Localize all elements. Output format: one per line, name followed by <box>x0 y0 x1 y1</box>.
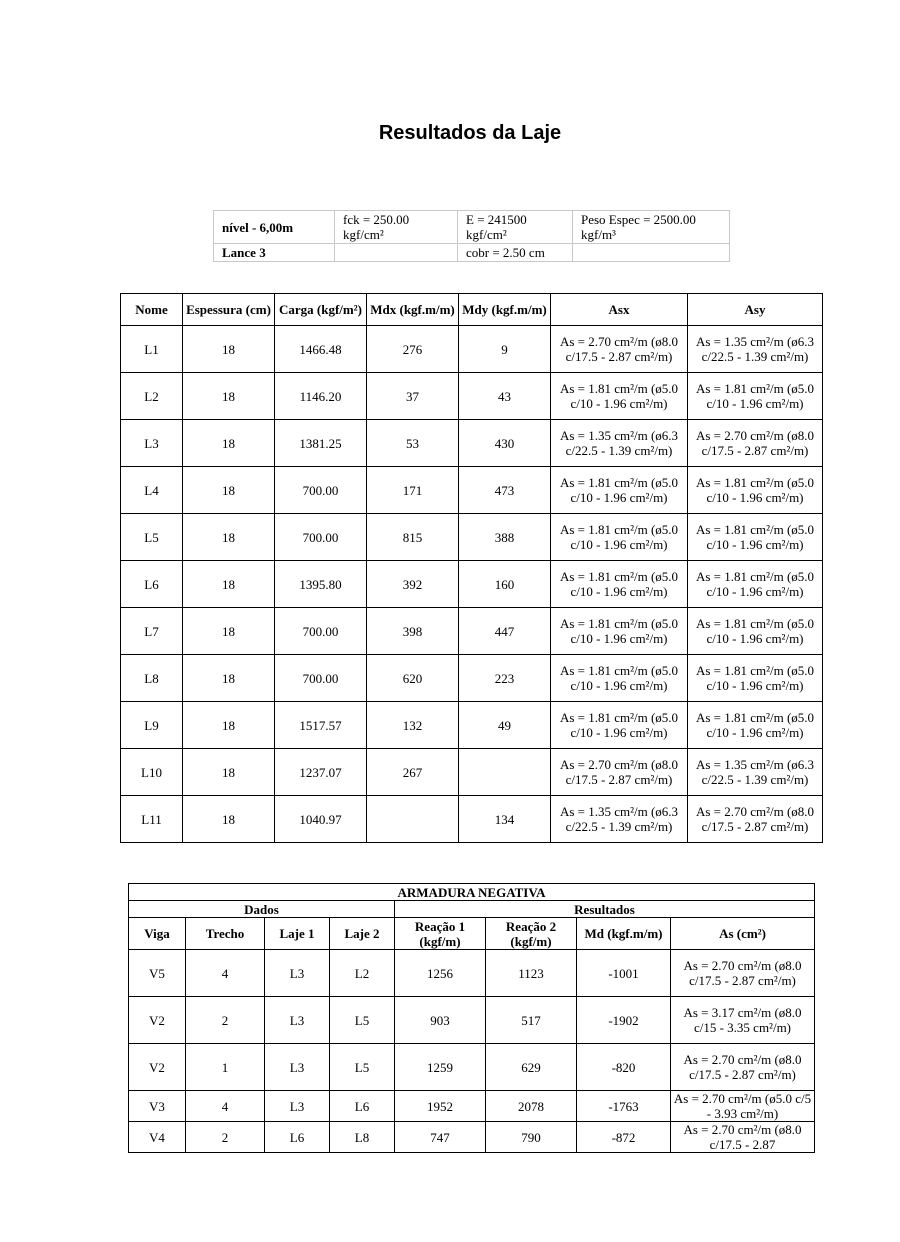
beam: V3 <box>129 1091 186 1122</box>
slab-load: 1040.97 <box>275 796 367 843</box>
reaction-2: 629 <box>486 1044 577 1091</box>
slab-2: L5 <box>330 997 395 1044</box>
col-header-asx: Asx <box>551 294 688 326</box>
slab-mdx: 392 <box>367 561 459 608</box>
beam: V4 <box>129 1122 186 1153</box>
slab-mdy <box>459 749 551 796</box>
slab-results-table <box>120 293 823 843</box>
col-header-nome: Nome <box>121 294 183 326</box>
page-title: Resultados da Laje <box>378 122 562 144</box>
slab-mdx: 53 <box>367 420 459 467</box>
slab-thickness: 18 <box>183 373 275 420</box>
col-header-laje2: Laje 2 <box>330 918 395 950</box>
slab-asx: As = 1.81 cm²/m (ø5.0 c/10 - 1.96 cm²/m) <box>551 514 688 561</box>
fck-value: fck = 250.00 kgf/cm² <box>335 211 458 244</box>
col-header-espessura: Espessura (cm) <box>183 294 275 326</box>
slab-asy: As = 2.70 cm²/m (ø8.0 c/17.5 - 2.87 cm²/m) <box>688 796 823 843</box>
slab-asx: As = 1.35 cm²/m (ø6.3 c/22.5 - 1.39 cm²/m) <box>551 796 688 843</box>
slab-asy: As = 1.81 cm²/m (ø5.0 c/10 - 1.96 cm²/m) <box>688 373 823 420</box>
slab-header-row <box>121 294 823 326</box>
col-header-laje1: Laje 1 <box>265 918 330 950</box>
slab-name: L4 <box>121 467 183 514</box>
slab-asy: As = 1.81 cm²/m (ø5.0 c/10 - 1.96 cm²/m) <box>688 702 823 749</box>
slab-load: 1517.57 <box>275 702 367 749</box>
col-header-mdy: Mdy (kgf.m/m) <box>459 294 551 326</box>
slab-mdy: 447 <box>459 608 551 655</box>
slab-asy: As = 1.81 cm²/m (ø5.0 c/10 - 1.96 cm²/m) <box>688 655 823 702</box>
slab-thickness: 18 <box>183 796 275 843</box>
slab-asy: As = 1.35 cm²/m (ø6.3 c/22.5 - 1.39 cm²/m) <box>688 326 823 373</box>
slab-name: L2 <box>121 373 183 420</box>
parameters-table <box>213 210 730 262</box>
slab-mdy: 9 <box>459 326 551 373</box>
slab-2: L6 <box>330 1091 395 1122</box>
slab-mdx: 132 <box>367 702 459 749</box>
cover-value: cobr = 2.50 cm <box>458 244 573 262</box>
segment: 4 <box>186 950 265 997</box>
slab-name: L3 <box>121 420 183 467</box>
slab-asx: As = 1.35 cm²/m (ø6.3 c/22.5 - 1.39 cm²/m) <box>551 420 688 467</box>
segment: 2 <box>186 997 265 1044</box>
table-row <box>121 796 823 843</box>
slab-thickness: 18 <box>183 420 275 467</box>
slab-name: L6 <box>121 561 183 608</box>
negative-table-title: ARMADURA NEGATIVA <box>129 884 815 901</box>
slab-mdx: 171 <box>367 467 459 514</box>
steel-area: As = 2.70 cm²/m (ø8.0 c/17.5 - 2.87 <box>671 1122 815 1153</box>
slab-1: L3 <box>265 950 330 997</box>
slab-thickness: 18 <box>183 467 275 514</box>
beam: V5 <box>129 950 186 997</box>
reaction-1: 1259 <box>395 1044 486 1091</box>
slab-load: 1381.25 <box>275 420 367 467</box>
col-header-reacao1: Reação 1 (kgf/m) <box>395 918 486 950</box>
slab-name: L1 <box>121 326 183 373</box>
slab-asy: As = 1.81 cm²/m (ø5.0 c/10 - 1.96 cm²/m) <box>688 561 823 608</box>
slab-thickness: 18 <box>183 514 275 561</box>
slab-2: L8 <box>330 1122 395 1153</box>
slab-mdy: 223 <box>459 655 551 702</box>
slab-name: L7 <box>121 608 183 655</box>
empty-cell <box>573 244 730 262</box>
slab-mdy: 160 <box>459 561 551 608</box>
reaction-2: 2078 <box>486 1091 577 1122</box>
table-row <box>129 1044 815 1091</box>
beam: V2 <box>129 1044 186 1091</box>
col-header-md: Md (kgf.m/m) <box>577 918 671 950</box>
slab-mdx <box>367 796 459 843</box>
segment: 1 <box>186 1044 265 1091</box>
slab-thickness: 18 <box>183 608 275 655</box>
level-label: nível - 6,00m <box>214 211 335 244</box>
slab-asy: As = 1.81 cm²/m (ø5.0 c/10 - 1.96 cm²/m) <box>688 608 823 655</box>
slab-name: L8 <box>121 655 183 702</box>
group-header-dados: Dados <box>129 901 395 918</box>
steel-area: As = 2.70 cm²/m (ø5.0 c/5 - 3.93 cm²/m) <box>671 1091 815 1122</box>
slab-asx: As = 1.81 cm²/m (ø5.0 c/10 - 1.96 cm²/m) <box>551 608 688 655</box>
slab-mdy: 430 <box>459 420 551 467</box>
slab-name: L11 <box>121 796 183 843</box>
col-header-trecho: Trecho <box>186 918 265 950</box>
slab-thickness: 18 <box>183 749 275 796</box>
reaction-2: 517 <box>486 997 577 1044</box>
specific-weight-value: Peso Espec = 2500.00 kgf/m³ <box>573 211 730 244</box>
table-row <box>121 326 823 373</box>
table-row <box>121 702 823 749</box>
col-header-asy: Asy <box>688 294 823 326</box>
slab-asx: As = 2.70 cm²/m (ø8.0 c/17.5 - 2.87 cm²/m) <box>551 326 688 373</box>
slab-1: L3 <box>265 997 330 1044</box>
slab-mdx: 620 <box>367 655 459 702</box>
slab-mdy: 134 <box>459 796 551 843</box>
table-row <box>121 420 823 467</box>
slab-load: 1395.80 <box>275 561 367 608</box>
col-header-reacao2: Reação 2 (kgf/m) <box>486 918 577 950</box>
slab-name: L9 <box>121 702 183 749</box>
slab-asx: As = 1.81 cm²/m (ø5.0 c/10 - 1.96 cm²/m) <box>551 655 688 702</box>
reaction-2: 1123 <box>486 950 577 997</box>
slab-mdx: 37 <box>367 373 459 420</box>
steel-area: As = 3.17 cm²/m (ø8.0 c/15 - 3.35 cm²/m) <box>671 997 815 1044</box>
table-row <box>129 1091 815 1122</box>
segment: 2 <box>186 1122 265 1153</box>
slab-asy: As = 2.70 cm²/m (ø8.0 c/17.5 - 2.87 cm²/m) <box>688 420 823 467</box>
slab-load: 700.00 <box>275 514 367 561</box>
moment: -1763 <box>577 1091 671 1122</box>
slab-asx: As = 1.81 cm²/m (ø5.0 c/10 - 1.96 cm²/m) <box>551 467 688 514</box>
group-header-resultados: Resultados <box>395 901 815 918</box>
table-row <box>129 950 815 997</box>
reaction-2: 790 <box>486 1122 577 1153</box>
table-row <box>121 561 823 608</box>
moment: -1902 <box>577 997 671 1044</box>
slab-2: L5 <box>330 1044 395 1091</box>
reaction-1: 1256 <box>395 950 486 997</box>
slab-thickness: 18 <box>183 702 275 749</box>
moment: -820 <box>577 1044 671 1091</box>
col-header-carga: Carga (kgf/m²) <box>275 294 367 326</box>
col-header-viga: Viga <box>129 918 186 950</box>
slab-mdx: 815 <box>367 514 459 561</box>
slab-asx: As = 1.81 cm²/m (ø5.0 c/10 - 1.96 cm²/m) <box>551 702 688 749</box>
slab-asy: As = 1.35 cm²/m (ø6.3 c/22.5 - 1.39 cm²/m) <box>688 749 823 796</box>
slab-name: L10 <box>121 749 183 796</box>
slab-mdx: 276 <box>367 326 459 373</box>
steel-area: As = 2.70 cm²/m (ø8.0 c/17.5 - 2.87 cm²/m) <box>671 1044 815 1091</box>
slab-mdx: 398 <box>367 608 459 655</box>
slab-mdy: 49 <box>459 702 551 749</box>
slab-asx: As = 1.81 cm²/m (ø5.0 c/10 - 1.96 cm²/m) <box>551 373 688 420</box>
slab-asx: As = 2.70 cm²/m (ø8.0 c/17.5 - 2.87 cm²/m) <box>551 749 688 796</box>
slab-thickness: 18 <box>183 655 275 702</box>
moment: -1001 <box>577 950 671 997</box>
slab-1: L3 <box>265 1044 330 1091</box>
table-row <box>129 1122 815 1153</box>
slab-load: 700.00 <box>275 608 367 655</box>
empty-cell <box>335 244 458 262</box>
beam: V2 <box>129 997 186 1044</box>
moment: -872 <box>577 1122 671 1153</box>
table-row <box>129 997 815 1044</box>
table-row <box>121 749 823 796</box>
slab-name: L5 <box>121 514 183 561</box>
slab-asy: As = 1.81 cm²/m (ø5.0 c/10 - 1.96 cm²/m) <box>688 467 823 514</box>
slab-load: 700.00 <box>275 467 367 514</box>
slab-load: 1146.20 <box>275 373 367 420</box>
slab-1: L3 <box>265 1091 330 1122</box>
slab-mdx: 267 <box>367 749 459 796</box>
table-row <box>121 608 823 655</box>
reaction-1: 1952 <box>395 1091 486 1122</box>
slab-mdy: 473 <box>459 467 551 514</box>
segment: 4 <box>186 1091 265 1122</box>
reaction-1: 903 <box>395 997 486 1044</box>
slab-load: 1237.07 <box>275 749 367 796</box>
slab-mdy: 43 <box>459 373 551 420</box>
table-row <box>121 514 823 561</box>
slab-thickness: 18 <box>183 326 275 373</box>
table-row <box>121 467 823 514</box>
slab-thickness: 18 <box>183 561 275 608</box>
table-row <box>121 655 823 702</box>
slab-1: L6 <box>265 1122 330 1153</box>
slab-asy: As = 1.81 cm²/m (ø5.0 c/10 - 1.96 cm²/m) <box>688 514 823 561</box>
reaction-1: 747 <box>395 1122 486 1153</box>
slab-load: 1466.48 <box>275 326 367 373</box>
slab-2: L2 <box>330 950 395 997</box>
negative-reinforcement-table <box>128 883 815 1153</box>
elastic-modulus-value: E = 241500 kgf/cm² <box>458 211 573 244</box>
col-header-mdx: Mdx (kgf.m/m) <box>367 294 459 326</box>
col-header-as: As (cm²) <box>671 918 815 950</box>
slab-asx: As = 1.81 cm²/m (ø5.0 c/10 - 1.96 cm²/m) <box>551 561 688 608</box>
slab-load: 700.00 <box>275 655 367 702</box>
slab-mdy: 388 <box>459 514 551 561</box>
table-row <box>121 373 823 420</box>
steel-area: As = 2.70 cm²/m (ø8.0 c/17.5 - 2.87 cm²/m) <box>671 950 815 997</box>
lance-label: Lance 3 <box>214 244 335 262</box>
